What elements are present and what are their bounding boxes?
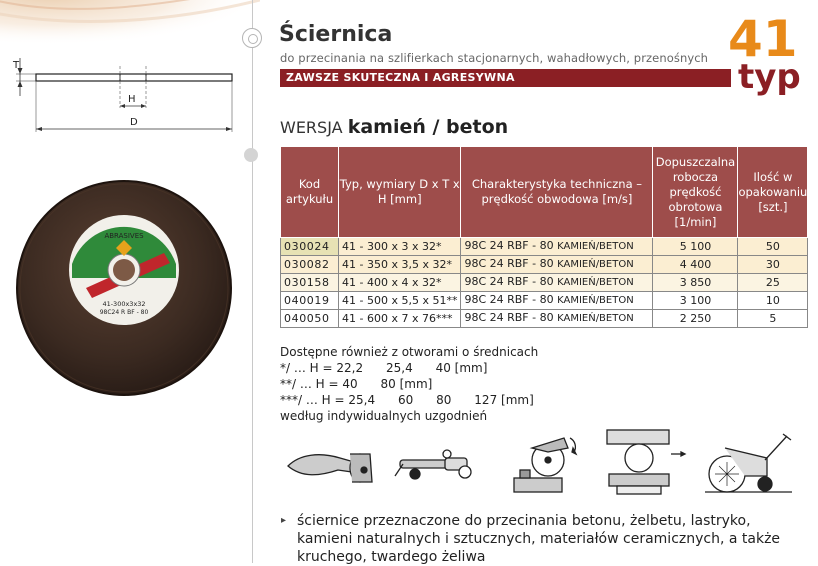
machine-icons-row — [280, 424, 792, 504]
version-heading — [280, 116, 508, 138]
cell-dims: 41 - 600 x 7 x 76*** — [339, 310, 461, 328]
note-line: Dostępne również z otworami o średnicach — [280, 345, 539, 359]
cell-spec-grade: 98C 24 RBF - 80 — [464, 239, 558, 252]
cell-spec — [461, 292, 653, 310]
spec-table — [280, 146, 808, 328]
type-number: 41 — [728, 10, 798, 68]
type-word: typ — [738, 57, 801, 97]
vertical-divider — [252, 0, 253, 563]
note-line: ***/ … H = 25,4 60 80 127 [mm] — [280, 393, 534, 407]
header-code: Kod artykułu — [281, 147, 339, 238]
cell-qty: 25 — [738, 274, 808, 292]
cell-spec-material: KAMIEŃ/BETON — [557, 241, 634, 252]
table-header-row — [281, 147, 808, 238]
cell-rpm: 5 100 — [653, 238, 738, 256]
page-subtitle: do przecinania na szlifierkach stacjonarnych, wahadłowych, przenośnych — [280, 51, 709, 65]
header-qty: Ilość w opakowaniu [szt.] — [738, 147, 808, 238]
table-row — [281, 292, 808, 310]
version-name: kamień / beton — [347, 116, 509, 138]
cell-rpm: 3 100 — [653, 292, 738, 310]
cell-spec-material: KAMIEŃ/BETON — [557, 259, 634, 270]
cell-qty: 50 — [738, 238, 808, 256]
drawing-label-t: T — [13, 60, 20, 71]
drawing-label-h: H — [128, 94, 136, 105]
header-dims: Typ, wymiary D x T x H [mm] — [339, 147, 461, 238]
page-title: Ściernica — [279, 22, 393, 47]
table-row — [281, 238, 808, 256]
bullet-arrow-icon: ▸ — [281, 515, 287, 526]
chop-saw-icon — [514, 438, 576, 492]
circle-marker-icon — [242, 28, 262, 48]
table-row — [281, 310, 808, 328]
note-line: według indywidualnych uzgodnień — [280, 409, 488, 423]
slogan-banner: ZAWSZE SKUTECZNA I AGRESYWNA — [280, 69, 731, 87]
cell-spec — [461, 274, 653, 292]
table-row — [281, 274, 808, 292]
cell-spec-grade: 98C 24 RBF - 80 — [464, 293, 558, 306]
left-panel — [0, 0, 262, 563]
cell-code: 040019 — [281, 292, 339, 310]
dot-marker-icon — [244, 148, 258, 162]
disc-line2: 98C24 R BF - 80 — [99, 309, 149, 316]
cell-spec-material: KAMIEŃ/BETON — [557, 295, 634, 306]
cell-spec-material: KAMIEŃ/BETON — [557, 313, 634, 324]
angle-grinder-icon — [288, 454, 372, 482]
cell-rpm: 3 850 — [653, 274, 738, 292]
floor-saw-icon — [705, 434, 792, 492]
cell-spec — [461, 238, 653, 256]
cell-rpm: 4 400 — [653, 256, 738, 274]
disc-line1: 41-300x3x32 — [102, 300, 146, 308]
cell-code: 040050 — [281, 310, 339, 328]
cell-spec-material: KAMIEŃ/BETON — [557, 277, 634, 288]
note-line: **/ … H = 40 80 [mm] — [280, 377, 433, 391]
cell-code: 030158 — [281, 274, 339, 292]
table-row — [281, 256, 808, 274]
cutting-disc-image — [14, 178, 234, 398]
version-prefix: WERSJA — [280, 118, 343, 137]
cell-qty: 10 — [738, 292, 808, 310]
technical-drawing — [8, 52, 248, 142]
cell-dims: 41 - 400 x 4 x 32* — [339, 274, 461, 292]
cell-qty: 30 — [738, 256, 808, 274]
header-spec: Charakterystyka techniczna – prędkość obwodowa [m/s] — [461, 147, 653, 238]
note-line: */ … H = 22,2 25,4 40 [mm] — [280, 361, 488, 375]
header-rpm: Dopuszczalna robocza prędkość obrotowa [1/min] — [653, 147, 738, 238]
cell-code: 030024 — [281, 238, 339, 256]
cell-dims: 41 - 300 x 3 x 32* — [339, 238, 461, 256]
cell-rpm: 2 250 — [653, 310, 738, 328]
notes-block — [280, 344, 538, 424]
cell-code: 030082 — [281, 256, 339, 274]
cell-qty: 5 — [738, 310, 808, 328]
usage-bullet — [281, 512, 791, 566]
usage-text: ściernice przeznaczone do przecinania betonu, żelbetu, lastryko, kamieni naturalnych i sztucznych, materiałów ceramicznych, a także kruchego, twardego żeliwa — [297, 513, 781, 565]
cell-spec — [461, 256, 653, 274]
stationary-cutter-icon — [607, 430, 685, 494]
cell-spec — [461, 310, 653, 328]
cell-dims: 41 - 500 x 5,5 x 51** — [339, 292, 461, 310]
cell-spec-grade: 98C 24 RBF - 80 — [464, 257, 558, 270]
disc-brand: ABRASIVES — [104, 232, 144, 240]
cell-spec-grade: 98C 24 RBF - 80 — [464, 311, 558, 324]
drawing-label-d: D — [130, 117, 138, 128]
cell-spec-grade: 98C 24 RBF - 80 — [464, 275, 558, 288]
pendulum-grinder-icon — [395, 450, 471, 479]
cell-dims: 41 - 350 x 3,5 x 32* — [339, 256, 461, 274]
